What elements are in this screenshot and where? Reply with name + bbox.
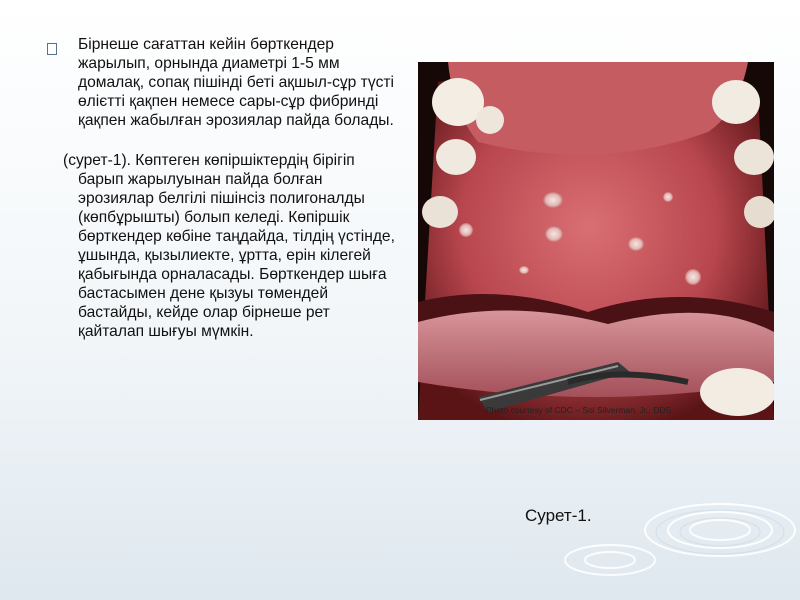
square-bullet-icon xyxy=(47,43,57,55)
figure-caption: Сурет-1. xyxy=(525,506,592,525)
photo-credit: Photo courtesy of CDC – Sol Silverman, Jr., DDS xyxy=(486,405,672,415)
paragraph-polygonal: (сурет-1). Көптеген көпіршіктердің бірігіп барып жарылуынан пайда болған эрозиялар белгілі пішінсіз полигоналды (көпбұрышты) болып келеді. Көпіршік бөрткендер көбіне таңдайда, тілдің үстінде, ұшында, қызылиекте, ұртта, ерін кілегей қабығында орналасады. Бөрткендер шыға бастасымен дене қызуы төмендей бастайды, кейде олар бірнеше рет қайталап шығуы мүмкін. xyxy=(63,152,395,340)
oral-cavity-photo xyxy=(418,62,774,420)
body-text xyxy=(63,35,398,341)
paragraph-erosions: Бірнеше сағаттан кейін бөрткендер жарылып, орнында диаметрі 1-5 мм домалақ, сопақ пішінді беті ақшыл-сұр түсті өлієтті қақпен немесе сары-сұр фибринді қақпен жабылған эрозиялар пайда болады. xyxy=(78,36,395,129)
